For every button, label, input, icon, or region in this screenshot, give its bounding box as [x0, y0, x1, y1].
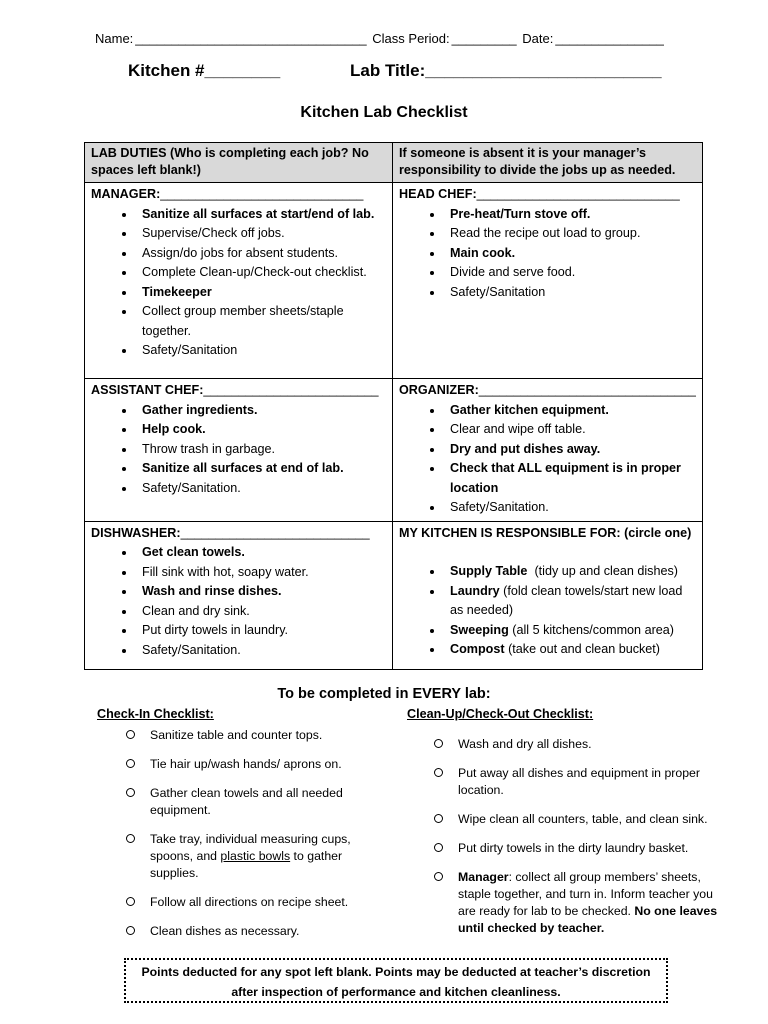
list-item: • Safety/Sanitation: [444, 283, 696, 303]
manager-name-field[interactable]: _____________________________: [160, 187, 364, 201]
list-item: • Clear and wipe off table.: [444, 420, 696, 440]
manager-role: [91, 185, 386, 205]
checkin-item[interactable]: [126, 894, 366, 911]
spacer: [399, 543, 696, 562]
name-label: Name:: [95, 31, 134, 46]
kitchen-number-row: [128, 61, 280, 81]
responsible-cell: [393, 521, 703, 669]
option-detail: (fold clean towels/start new load as needed): [450, 583, 683, 617]
class-period-label: Class Period:: [372, 31, 450, 46]
list-item: • Dry and put dishes away.: [444, 440, 696, 460]
page-title: Kitchen Lab Checklist: [300, 104, 468, 121]
list-item: • Main cook.: [444, 244, 696, 264]
list-item: • Safety/Sanitation: [136, 341, 386, 361]
item-text-underlined: plastic bowls: [220, 849, 291, 863]
circle-bullet-icon: [126, 834, 135, 843]
list-item: • Clean and dry sink.: [136, 602, 386, 622]
circle-bullet-icon: [434, 739, 443, 748]
checkout-item[interactable]: [434, 811, 722, 828]
item-text: Clean dishes as necessary.: [150, 924, 300, 938]
item-text: Wipe clean all counters, table, and clean sink.: [458, 812, 708, 826]
list-item: • Complete Clean-up/Check-out checklist.: [136, 263, 386, 283]
item-text: Put away all dishes and equipment in proper location.: [458, 766, 700, 797]
responsibility-option[interactable]: [444, 562, 696, 582]
organizer-role: [399, 381, 696, 401]
circle-bullet-icon: [126, 759, 135, 768]
notice-line-1: Points deducted for any spot left blank. Points may be deducted at teacher’s discretion: [141, 965, 651, 979]
list-item: • Sanitize all surfaces at start/end of lab.: [136, 205, 386, 225]
item-text: Sanitize table and counter tops.: [150, 728, 323, 742]
list-item: • Fill sink with hot, soapy water.: [136, 563, 386, 583]
kitchen-label: Kitchen #: [128, 61, 205, 80]
checkout-list: [434, 736, 722, 949]
item-text-bold: Manager: [458, 870, 509, 884]
circle-bullet-icon: [126, 926, 135, 935]
item-text: : collect all group members’ sheets, staple together, and turn in. Inform teacher you are ready for lab to be checked.: [458, 870, 713, 918]
item-text: to gather supplies.: [150, 849, 343, 880]
responsibility-option[interactable]: [444, 640, 696, 660]
responsible-label: MY KITCHEN IS RESPONSIBLE FOR: (circle one): [399, 525, 692, 540]
item-text: Wash and dry all dishes.: [458, 737, 592, 751]
every-lab-heading: To be completed in EVERY lab:: [277, 686, 491, 702]
date-label: Date:: [522, 31, 554, 46]
manager-duties: [91, 205, 386, 361]
checkin-item[interactable]: [126, 756, 366, 773]
head-chef-duties: [399, 205, 696, 303]
dishwasher-duties: [91, 543, 386, 660]
organizer-duties: [399, 401, 696, 518]
list-item: • Check that ALL equipment is in proper location: [444, 459, 696, 498]
item-text: Put dirty towels in the dirty laundry basket.: [458, 841, 689, 855]
checkout-item[interactable]: [434, 765, 722, 799]
duties-header-left: LAB DUTIES (Who is completing each job? No spaces left blank!): [85, 143, 393, 183]
assistant-chef-name-field[interactable]: _________________________: [203, 383, 379, 397]
student-info-line: [95, 31, 666, 46]
responsibility-option[interactable]: [444, 621, 696, 641]
list-item: • Help cook.: [136, 420, 386, 440]
assistant-chef-label: ASSISTANT CHEF:: [91, 383, 204, 397]
responsibility-option[interactable]: [444, 582, 696, 621]
checkin-title: Check-In Checklist:: [97, 707, 214, 721]
head-chef-role: [399, 185, 696, 205]
list-item: • Throw trash in garbage.: [136, 440, 386, 460]
checkin-item[interactable]: [126, 727, 366, 744]
circle-bullet-icon: [126, 788, 135, 797]
option-name: Laundry: [450, 583, 500, 598]
item-text: Follow all directions on recipe sheet.: [150, 895, 349, 909]
duties-header-right: If someone is absent it is your manager’s responsibility to divide the jobs up as needed.: [393, 143, 703, 183]
checkin-item[interactable]: [126, 785, 366, 819]
checkout-item[interactable]: [434, 840, 722, 857]
head-chef-label: HEAD CHEF:: [399, 187, 477, 201]
item-text-bold: No one leaves until checked by teacher.: [458, 904, 718, 935]
organizer-label: ORGANIZER:: [399, 383, 479, 397]
list-item: • Put dirty towels in laundry.: [136, 621, 386, 641]
dishwasher-label: DISHWASHER:: [91, 525, 181, 540]
list-item: • Assign/do jobs for absent students.: [136, 244, 386, 264]
list-item: • Wash and rinse dishes.: [136, 582, 386, 602]
responsibility-options: [399, 562, 696, 660]
lab-title-field[interactable]: _________________________: [425, 61, 662, 80]
item-text: Take tray, individual measuring cups, spoons, and: [150, 832, 351, 863]
lab-title-label: Lab Title:: [350, 61, 426, 80]
manager-label: MANAGER:: [91, 187, 161, 201]
checkout-title: Clean-Up/Check-Out Checklist:: [407, 707, 594, 721]
class-period-field[interactable]: _________: [451, 31, 517, 46]
points-notice-box: [124, 958, 668, 1003]
manager-cell: [85, 183, 393, 379]
checkin-list: [126, 727, 366, 952]
head-chef-name-field[interactable]: _____________________________: [476, 187, 680, 201]
circle-bullet-icon: [434, 768, 443, 777]
list-item: • Divide and serve food.: [444, 263, 696, 283]
list-item: • Supervise/Check off jobs.: [136, 224, 386, 244]
item-text: Tie hair up/wash hands/ aprons on.: [150, 757, 342, 771]
list-item: • Sanitize all surfaces at end of lab.: [136, 459, 386, 479]
list-item: • Timekeeper: [136, 283, 386, 303]
assistant-chef-cell: [85, 379, 393, 522]
circle-bullet-icon: [434, 843, 443, 852]
checkout-item[interactable]: [434, 869, 722, 937]
dishwasher-role: [91, 524, 386, 544]
date-field[interactable]: _______________: [555, 31, 664, 46]
circle-bullet-icon: [434, 872, 443, 881]
list-item: • Safety/Sanitation.: [136, 641, 386, 661]
dishwasher-name-field[interactable]: ___________________________: [180, 525, 370, 540]
list-item: • Pre-heat/Turn stove off.: [444, 205, 696, 225]
dishwasher-cell: [85, 521, 393, 669]
lab-title-row: [350, 61, 662, 81]
option-name: Supply Table: [450, 564, 528, 578]
list-item: • Gather ingredients.: [136, 401, 386, 421]
list-item: • Gather kitchen equipment.: [444, 401, 696, 421]
list-item: • Get clean towels.: [136, 543, 386, 563]
lab-duties-table: [84, 142, 703, 670]
name-field[interactable]: ________________________________: [135, 31, 367, 46]
assistant-chef-duties: [91, 401, 386, 499]
circle-bullet-icon: [434, 814, 443, 823]
option-name: Compost: [450, 642, 505, 656]
kitchen-field[interactable]: ________: [204, 61, 281, 80]
organizer-cell: [393, 379, 703, 522]
notice-line-2: after inspection of performance and kitchen cleanliness.: [231, 985, 561, 999]
checkout-item[interactable]: [434, 736, 722, 753]
list-item: • Safety/Sanitation.: [444, 498, 696, 518]
option-detail: (tidy up and clean dishes): [527, 564, 678, 578]
head-chef-cell: [393, 183, 703, 379]
list-item: • Collect group member sheets/staple together.: [136, 302, 386, 341]
assistant-chef-role: [91, 381, 386, 401]
option-detail: (take out and clean bucket): [504, 642, 660, 656]
list-item: • Safety/Sanitation.: [136, 479, 386, 499]
option-detail: (all 5 kitchens/common area): [508, 622, 674, 637]
circle-bullet-icon: [126, 730, 135, 739]
checkin-item[interactable]: [126, 831, 366, 882]
organizer-name-field[interactable]: _______________________________: [478, 383, 696, 397]
list-item: • Read the recipe out load to group.: [444, 224, 696, 244]
checkin-item[interactable]: [126, 923, 366, 940]
item-text: Gather clean towels and all needed equipment.: [150, 786, 343, 817]
circle-bullet-icon: [126, 897, 135, 906]
option-name: Sweeping: [450, 622, 509, 637]
